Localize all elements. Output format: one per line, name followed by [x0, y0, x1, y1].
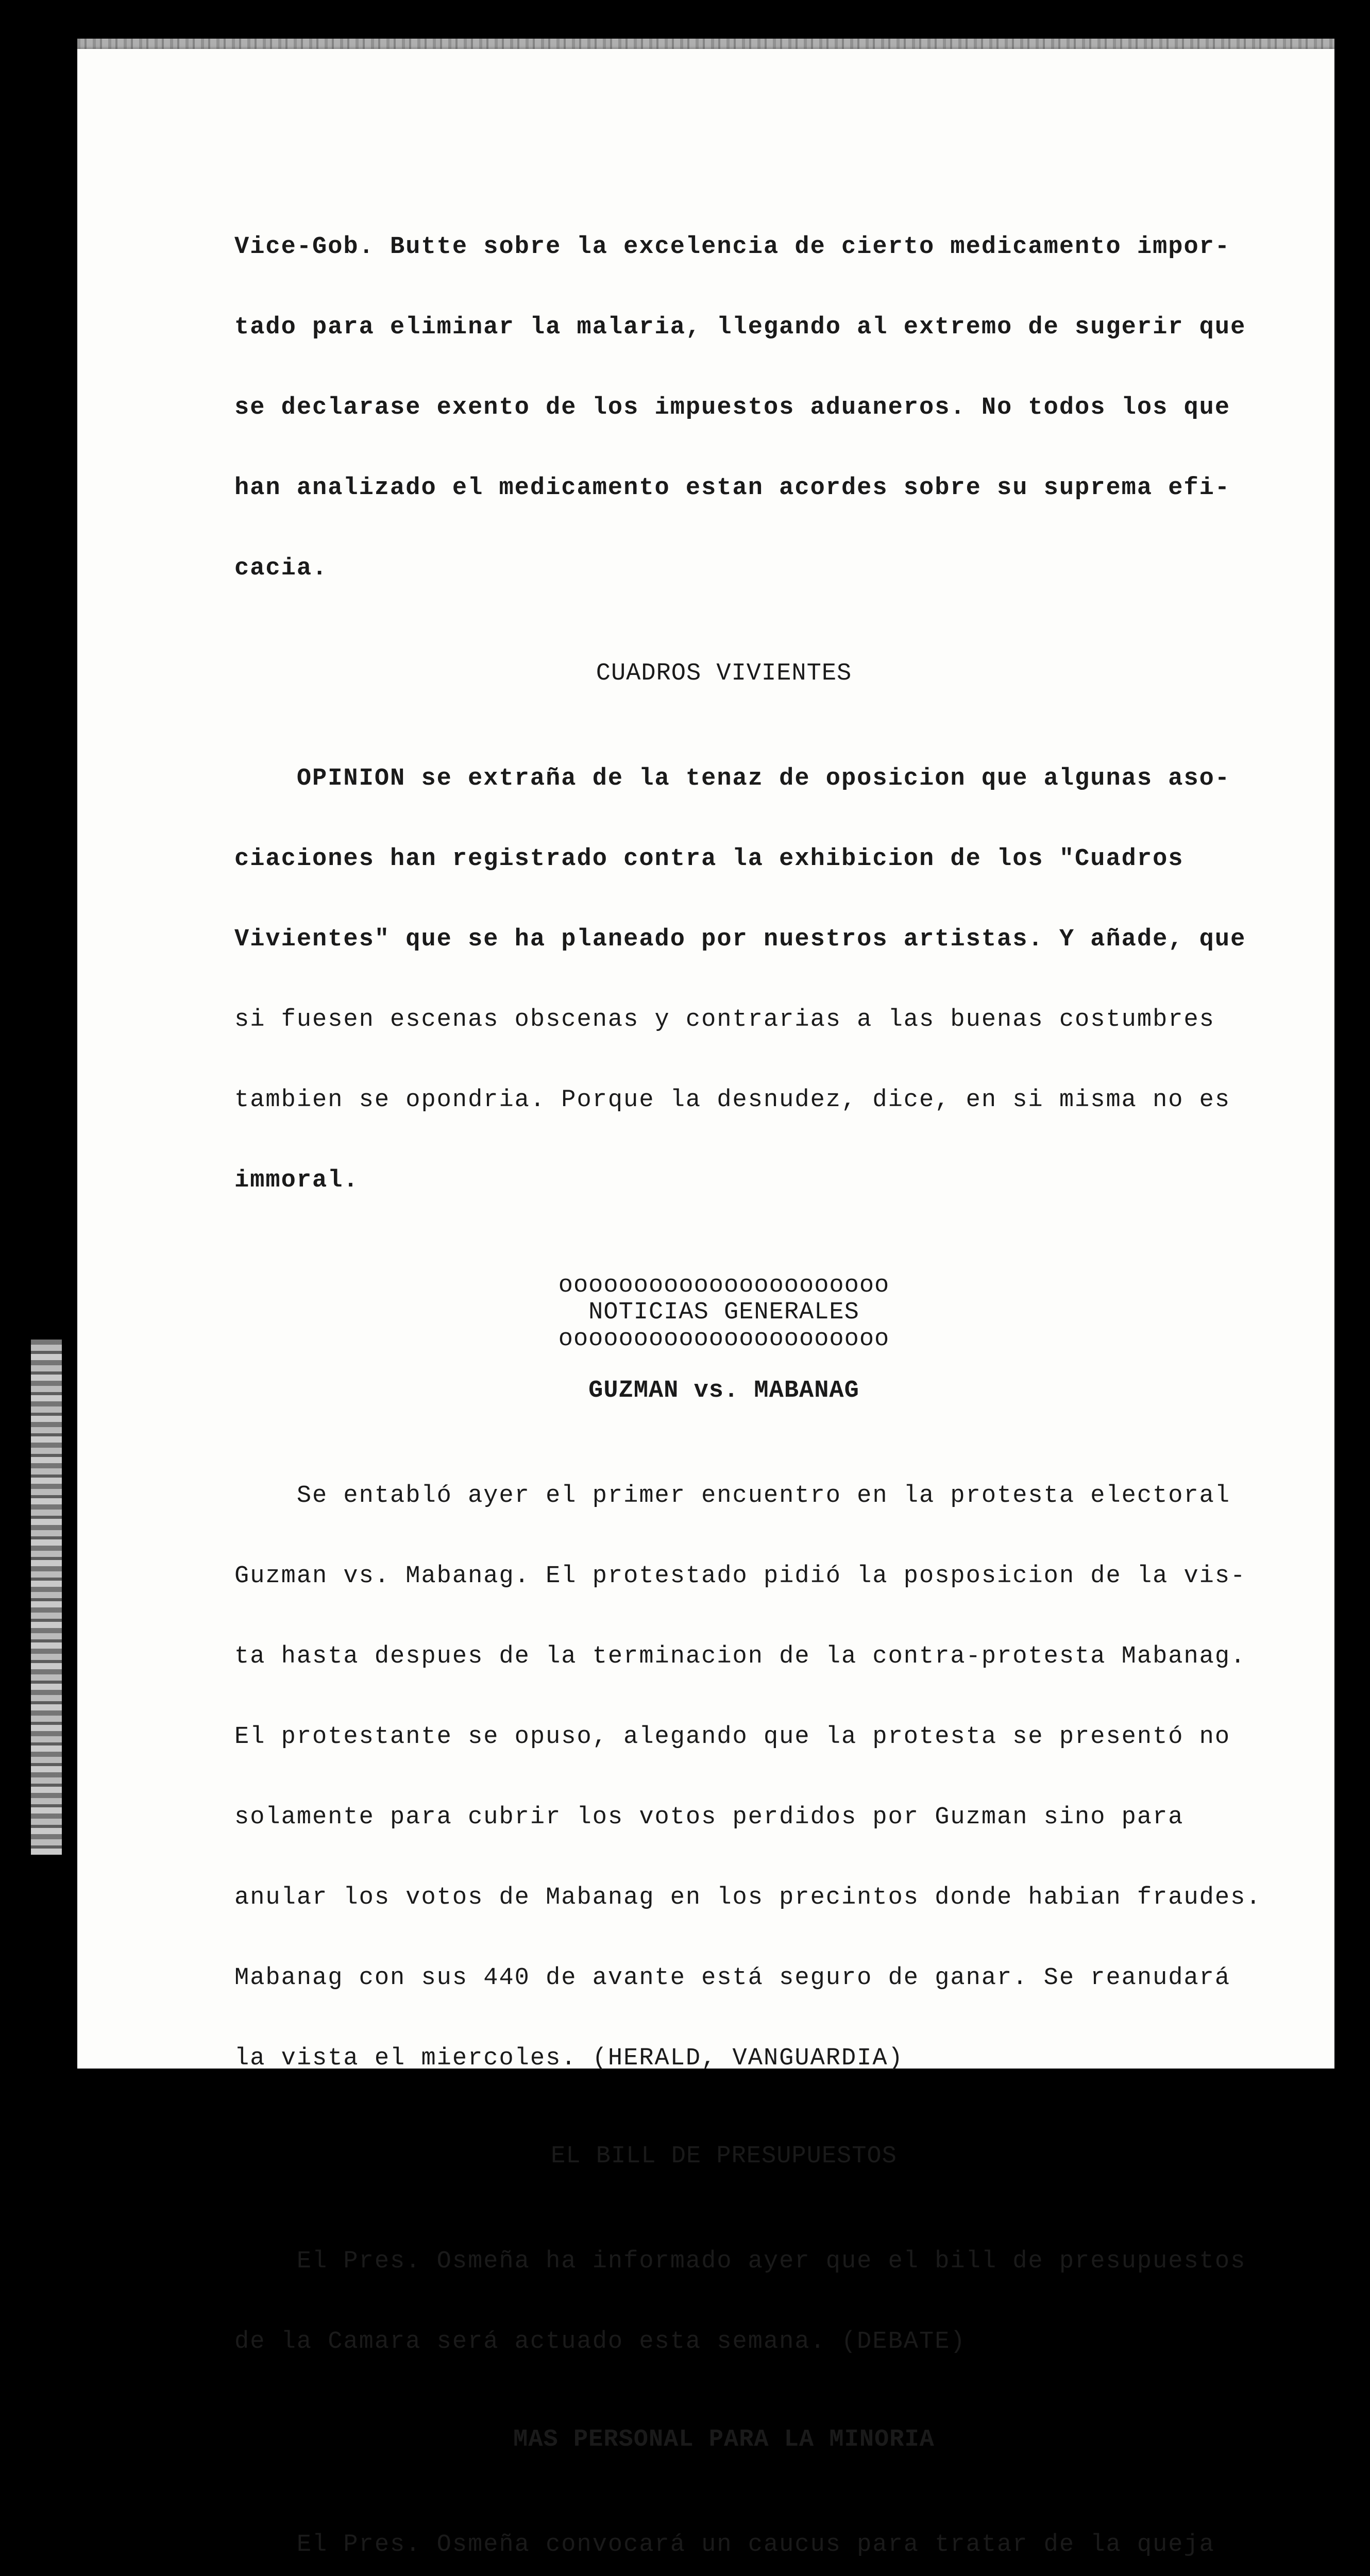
section-heading-noticias: NOTICIAS GENERALES [588, 1299, 859, 1326]
text-line: OPINION se extraña de la tenaz de oposicion que algunas aso- [234, 765, 1231, 792]
text-line: Se entabló ayer el primer encuentro en la protesta electoral [234, 1482, 1231, 1510]
text-line: El protestante se opuso, alegando que la protesta se presentó no [234, 1723, 1231, 1751]
section-heading-minoria: MAS PERSONAL PARA LA MINORIA [513, 2426, 935, 2453]
scan-edge-left [31, 1340, 62, 1855]
text-line: la vista el miercoles. (HERALD, VANGUARDIA) [234, 2045, 904, 2072]
text-line: immoral. [234, 1167, 359, 1194]
text-line: tambien se opondria. Porque la desnudez, dice, en si misma no es [234, 1087, 1231, 1114]
section-heading-presupuestos: EL BILL DE PRESUPUESTOS [551, 2143, 897, 2170]
text-line: han analizado el medicamento estan acordes sobre su suprema efi- [234, 474, 1231, 502]
intro-paragraph [234, 180, 1316, 636]
text-line: Vice-Gob. Butte sobre la excelencia de cierto medicamento impor- [234, 233, 1231, 261]
guzman-paragraph [234, 1429, 1316, 2126]
text-line: Guzman vs. Mabanag. El protestado pidió la posposicion de la vis- [234, 1563, 1246, 1590]
text-line: ciaciones han registrado contra la exhibicion de los "Cuadros [234, 845, 1184, 873]
text-line: ta hasta despues de la terminacion de la contra-protesta Mabanag. [234, 1643, 1246, 1670]
text-line: se declarase exento de los impuestos aduaneros. No todos los que [234, 394, 1231, 421]
text-line: El Pres. Osmeña ha informado ayer que el bill de presupuestos [234, 2248, 1246, 2275]
separator-rule-top: oooooooooooooooooooooo [558, 1272, 890, 1299]
text-line: si fuesen escenas obscenas y contrarias a las buenas costumbres [234, 1006, 1215, 1033]
separator-rule-bottom: oooooooooooooooooooooo [558, 1326, 890, 1353]
presupuestos-paragraph [234, 2195, 1316, 2409]
document-body [234, 180, 1316, 2576]
cuadros-paragraph [234, 712, 1316, 1248]
section-heading-guzman: GUZMAN vs. MABANAG [588, 1377, 859, 1404]
text-line: Mabanag con sus 440 de avante está seguro de ganar. Se reanudará [234, 1964, 1231, 1992]
text-line: de la Camara será actuado esta semana. (DEBATE) [234, 2328, 966, 2355]
text-line: anular los votos de Mabanag en los precintos donde habian fraudes. [234, 1884, 1262, 1911]
minoria-paragraph [234, 2478, 1316, 2576]
text-line: solamente para cubrir los votos perdidos por Guzman sino para [234, 1804, 1184, 1831]
text-line: El Pres. Osmeña convocará un caucus para tratar de la queja [234, 2531, 1215, 2558]
section-heading-cuadros: CUADROS VIVIENTES [596, 660, 852, 687]
text-line: cacia. [234, 555, 328, 582]
text-line: Vivientes" que se ha planeado por nuestros artistas. Y añade, que [234, 926, 1246, 953]
text-line: tado para eliminar la malaria, llegando al extremo de sugerir que [234, 314, 1246, 341]
